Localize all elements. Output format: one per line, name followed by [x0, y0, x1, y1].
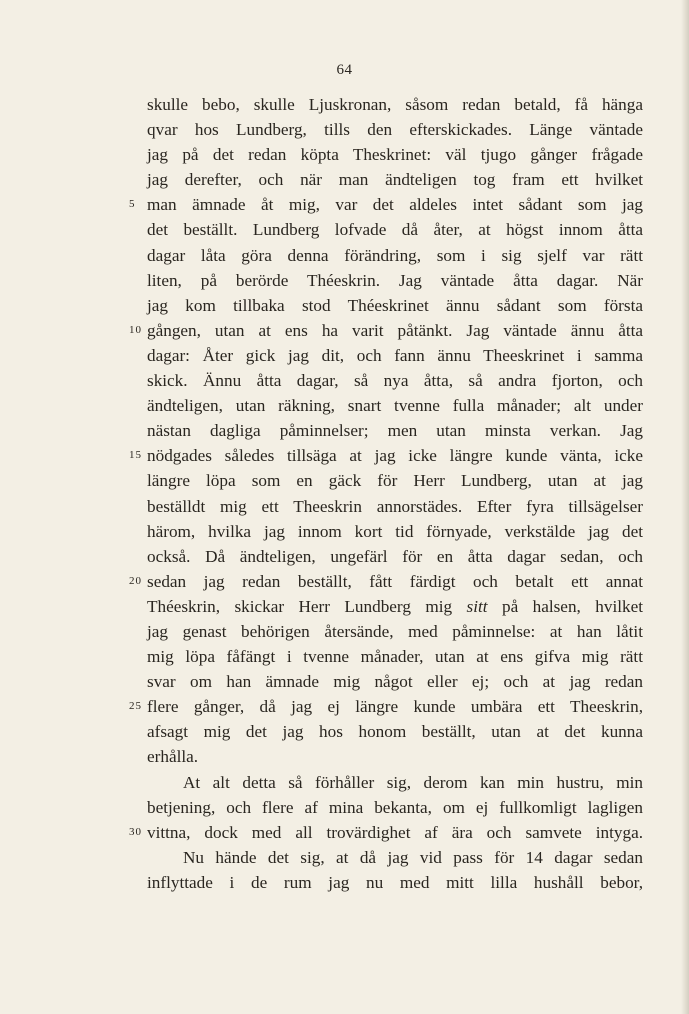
- text-line: [147, 268, 643, 293]
- text-line: [147, 519, 643, 544]
- text-line: [147, 494, 643, 519]
- line-text: härom, hvilka jag innom kort tid förnyade, verkstälde jag det: [147, 521, 643, 541]
- text-line: [129, 318, 643, 343]
- text-line: [147, 142, 643, 167]
- text-line: [147, 619, 643, 644]
- text-line: [147, 770, 643, 795]
- line-text: qvar hos Lundberg, tills den efterskickades. Länge väntade: [147, 120, 643, 140]
- line-number: 25: [129, 700, 142, 713]
- line-text: betjening, och flere af mina bekanta, om ej fullkomligt lagligen: [147, 797, 643, 817]
- line-text: skick. Ännu åtta dagar, så nya åtta, så andra fjorton, och: [147, 371, 643, 391]
- line-text: Nu hände det sig, at då jag vid pass för 14 dagar sedan: [183, 847, 643, 867]
- text-line: [147, 719, 643, 744]
- text-line: [129, 694, 643, 719]
- line-text: dagar: Åter gick jag dit, och fann ännu Theeskrinet i samma: [147, 345, 643, 365]
- line-number: 30: [129, 825, 142, 838]
- text-line: [147, 594, 643, 619]
- line-text: svar om han ämnade mig något eller ej; och at jag redan: [147, 672, 643, 692]
- text-line: [129, 820, 643, 845]
- text-line: [147, 744, 643, 769]
- italic-word: sitt: [466, 596, 488, 616]
- line-text: också. Då ändteligen, ungefärl för en åtta dagar sedan, och: [147, 546, 643, 566]
- line-text: flere gånger, då jag ej längre kunde umbära ett Theeskrin,: [147, 697, 643, 717]
- text-line: [147, 243, 643, 268]
- line-text: erhålla.: [147, 747, 199, 767]
- text-line: [147, 117, 643, 142]
- line-number: 20: [129, 574, 142, 587]
- line-text: vittna, dock med all trovärdighet af ära och samvete intyga.: [147, 822, 643, 842]
- text-line: [147, 669, 643, 694]
- line-number: 15: [129, 449, 142, 462]
- line-text: Théeskrin, skickar Herr Lundberg mig sitt på halsen, hvilket: [147, 596, 643, 616]
- text-line: [147, 418, 643, 443]
- text-line: [147, 845, 643, 870]
- line-number: 5: [129, 198, 136, 211]
- line-text: gången, utan at ens ha varit påtänkt. Jag väntade ännu åtta: [147, 320, 643, 340]
- text-line: [147, 644, 643, 669]
- page-edge-shadow: [681, 0, 689, 1014]
- line-text: nödgades således tillsäga at jag icke längre kunde vänta, icke: [147, 446, 643, 466]
- text-line: [147, 293, 643, 318]
- line-text: At alt detta så förhåller sig, derom kan min hustru, min: [183, 772, 643, 792]
- line-text: jag på det redan köpta Theskrinet: väl tjugo gånger frågade: [147, 145, 643, 165]
- text-line: [147, 393, 643, 418]
- text-line: [147, 167, 643, 192]
- text-line: [129, 569, 643, 594]
- line-text: man ämnade åt mig, var det aldeles intet sådant som jag: [147, 195, 643, 215]
- text-line: [129, 192, 643, 217]
- text-line: [147, 795, 643, 820]
- line-text: det beställt. Lundberg lofvade då åter, at högst innom åtta: [147, 220, 643, 240]
- line-text: längre löpa som en gäck för Herr Lundberg, utan at jag: [147, 471, 643, 491]
- text-line: [129, 443, 643, 468]
- text-line: [147, 368, 643, 393]
- text-line: [147, 217, 643, 242]
- line-text: jag genast behörigen återsände, med påminnelse: at han låtit: [147, 621, 643, 641]
- text-line: [147, 468, 643, 493]
- line-text: mig löpa fåfängt i tvenne månader, utan at ens gifva mig rätt: [147, 647, 643, 667]
- line-text: skulle bebo, skulle Ljuskronan, såsom redan betald, få hänga: [147, 95, 643, 114]
- line-text: nästan dagliga påminnelser; men utan minsta verkan. Jag: [147, 421, 643, 441]
- body-text: [129, 92, 643, 895]
- page-number: 64: [336, 62, 353, 78]
- text-line: [147, 343, 643, 368]
- text-line: [147, 92, 643, 117]
- line-text: jag derefter, och när man ändteligen tog fram ett hvilket: [147, 170, 643, 190]
- text-line: [147, 544, 643, 569]
- line-text: ändteligen, utan räkning, snart tvenne fulla månader; alt under: [147, 396, 643, 416]
- line-text: liten, på berörde Théeskrin. Jag väntade åtta dagar. När: [147, 270, 643, 290]
- text-line: [147, 870, 643, 895]
- line-text: beställdt mig ett Theeskrin annorstädes. Efter fyra tillsägelser: [147, 496, 643, 516]
- line-text: inflyttade i de rum jag nu med mitt lilla hushåll bebor,: [147, 872, 643, 892]
- line-text: dagar låta göra denna förändring, som i sig sjelf var rätt: [147, 245, 643, 265]
- line-text: jag kom tillbaka stod Théeskrinet ännu sådant som första: [147, 295, 643, 315]
- line-text: sedan jag redan beställt, fått färdigt och betalt ett annat: [147, 571, 643, 591]
- line-number: 10: [129, 323, 142, 336]
- line-text: afsagt mig det jag hos honom beställt, utan at det kunna: [147, 722, 643, 742]
